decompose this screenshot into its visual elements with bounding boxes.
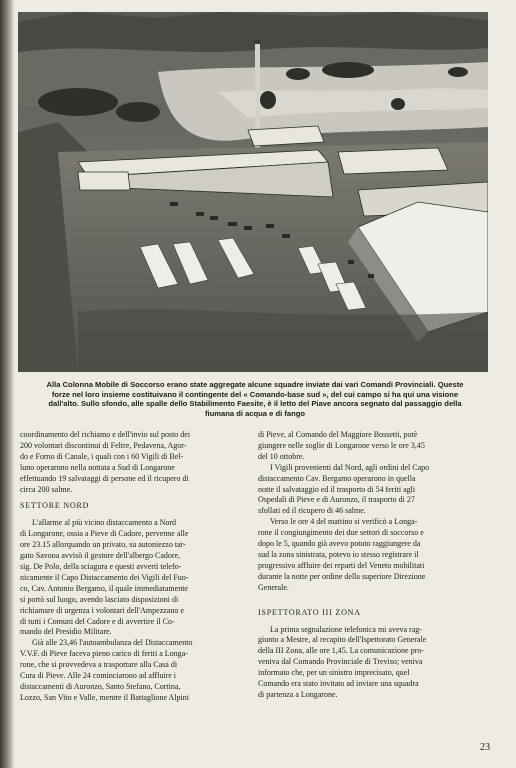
- text-line: di partenza a Longarone.: [258, 689, 338, 699]
- text-line: Lozzo, San Vito e Valle, mentre il Battaglione Alpini: [20, 692, 189, 702]
- text-line: gato Savona avvisò il gestore dell'albergo Cadore,: [20, 551, 181, 561]
- text-line: ore 23.15 allorquando un privato, su autoniezzo tar-: [20, 540, 186, 550]
- text-line: V.V.F. di Pieve faceva pieno carico di feriti a Longa-: [20, 649, 188, 659]
- text-column-right: [258, 430, 494, 701]
- text-line: di tutti i Comuni del Cadore e di avvertire il Co-: [20, 616, 175, 626]
- text-line: distaccamento Cav. Bergamo operarono in quella: [258, 473, 416, 483]
- text-line: di Pieve, al Comando del Maggiore Bossetti, potè: [258, 430, 418, 439]
- text-column-left: [20, 430, 252, 704]
- text-line: Già alle 23,46 l'autoambulanza del Distaccamento: [32, 638, 193, 648]
- text-line: Ospedali di Pieve e di Auronzo, il trasporto di 27: [258, 495, 415, 505]
- text-line: co, Cav. Antonio Bergamo, il quale immediatamente: [20, 583, 188, 593]
- text-line: do e Forno di Canale, i quali con i 60 Vigili di Bel-: [20, 451, 184, 461]
- text-line: Generale.: [258, 582, 289, 592]
- text-line: La prima segnalazione telefonica mi aveva rag-: [270, 624, 422, 634]
- text-line: rone il congiungimento dei due settori di soccorso e: [258, 528, 424, 538]
- text-line: del 10 ottobre.: [258, 451, 305, 461]
- caption-line: Alla Colonna Mobile di Soccorso erano state aggregate alcune squadre inviate dai vari Comandi Provinciali. Queste: [46, 380, 464, 389]
- page-number: 23: [480, 742, 490, 753]
- text-line: nicamente il Capo Distaccamento dei Vigili del Fuo-: [20, 572, 189, 582]
- text-line: Comando era stato invitato ad inviare una squadra: [258, 679, 419, 689]
- text-line: informato che, per un sinistro imprecisato, quel: [258, 668, 410, 678]
- text-line: Cura di Pieve. Alle 24 cominciarono ad affluire i: [20, 671, 177, 681]
- text-line: mando del Presidio Militare.: [20, 627, 112, 637]
- text-line: notte il salvataggio ed il trasporto di 54 feriti agli: [258, 484, 416, 494]
- text-line: di Longarone, ossia a Pieve di Cadore, pervenne alle: [20, 529, 189, 539]
- text-line: rone, che si provvedeva a trasportare alla Casa di: [20, 660, 178, 670]
- caption-line: fiumana di acqua e di fango: [205, 408, 305, 418]
- text-line: dopo le 5, quando già avevo potuto raggiungere da: [258, 539, 421, 549]
- text-line: giungere nelle soglie di Longarone verso le ore 3,45: [258, 440, 425, 450]
- text-line: della III Zona, alle ore 1,45. La comunicazione pro-: [258, 646, 424, 656]
- text-line: L'allarme al più vicino distaccamento a Nord: [32, 518, 177, 528]
- text-line: giunto a Mestre, al recapito dell'Ispettorato Generale: [258, 635, 427, 645]
- text-line: effettuando 19 salvataggi di persone ed il ricupero di: [20, 473, 189, 483]
- text-line: 200 volontari discontinui di Feltre, Pedavena, Agor-: [20, 440, 187, 450]
- text-line: distaccamenti di Auronzo, Santo Stefano, Cortina,: [20, 681, 181, 691]
- text-line: progressivo affluire dei reparti del Veneto mobilitati: [258, 560, 425, 570]
- caption-line: dall'alto. Sullo sfondo, alle spalle dello Stabilimento Faesite, è il letto del Piave ancora segnato dal passaggio della: [48, 399, 462, 409]
- text-line: Verso le ore 4 del mattino si verificò a Longa-: [270, 517, 418, 527]
- aerial-photo-comando-base-sud: [18, 12, 488, 372]
- text-line: coordinamento del richiamo e dell'invio sul posto dei: [20, 430, 191, 439]
- section-heading-ispettorato: ISPETTORATO III ZONA: [258, 607, 361, 617]
- aerial-photo-illustration: [18, 12, 488, 372]
- text-line: I Vigili provenienti dal Nord, agli ordini del Capo: [270, 462, 430, 472]
- photo-caption: [18, 380, 492, 418]
- text-line: sud la zona sinistrata, potevo io stesso registrare il: [258, 549, 419, 559]
- text-line: veniva dal Comando Provinciale di Treviso; veniva: [258, 657, 423, 667]
- page-binding-shadow: [0, 0, 14, 768]
- text-line: richiamare di urgenza i volontari dell'Ampezzano e: [20, 605, 184, 615]
- text-line: sig. De Polo, della sciagura e questi avvertì telefo-: [20, 561, 182, 571]
- text-line: durante la notte per ordine della superiore Direzione: [258, 571, 426, 581]
- text-line: luno operarono nella nottata a Sud di Longarone: [20, 462, 175, 472]
- caption-line: forze nel loro insieme costituivano il contingente del « Comando-base sud », del cui campo si ha qui una visione: [51, 389, 459, 399]
- section-heading-settore-nord: SETTORE NORD: [20, 501, 90, 511]
- text-line: sfollati ed il ricupero di 46 salme.: [258, 506, 366, 516]
- text-line: circa 200 salme.: [20, 484, 73, 494]
- text-line: si portò sul luogo, avendo lasciato disposizioni di: [20, 594, 179, 604]
